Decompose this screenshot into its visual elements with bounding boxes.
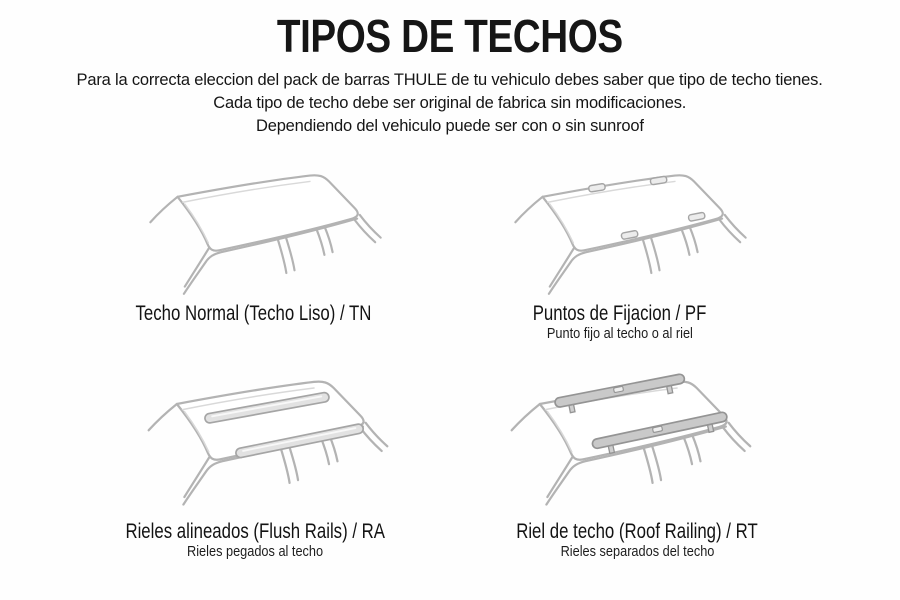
page-title: TIPOS DE TECHOS bbox=[277, 10, 623, 62]
roof-type-sublabel-rt: Rieles separados del techo bbox=[560, 543, 714, 560]
roof-type-card-ra bbox=[0, 366, 450, 600]
roof-type-card-tn bbox=[0, 158, 450, 366]
roof-illustration-ra bbox=[128, 372, 438, 513]
roof-type-label-rt: Riel de techo (Roof Railing) / RT bbox=[516, 520, 758, 543]
roof-type-sublabel-ra: Rieles pegados al techo bbox=[186, 543, 324, 560]
title-row bbox=[0, 12, 900, 60]
intro-line: Dependiendo del vehiculo puede ser con o sin sunroof bbox=[256, 116, 644, 136]
intro-line: Para la correcta eleccion del pack de barras THULE de tu vehiculo debes saber que tipo de techo tienes. bbox=[76, 70, 824, 90]
roof-type-card-rt bbox=[450, 366, 900, 600]
roof-type-card-pf bbox=[450, 158, 900, 366]
roof-types-grid bbox=[0, 158, 900, 600]
label-row bbox=[395, 302, 845, 343]
roof-type-label-tn: Techo Normal (Techo Liso) / TN bbox=[135, 302, 371, 325]
roof-illustration-pf bbox=[495, 166, 795, 302]
roof-type-label-ra: Rieles alineados (Flush Rails) / RA bbox=[125, 520, 385, 543]
roof-type-sublabel-pf: Punto fijo al techo o al riel bbox=[546, 325, 694, 342]
intro-text bbox=[0, 69, 900, 138]
roof-illustration-rt bbox=[491, 372, 801, 513]
intro-line: Cada tipo de techo debe ser original de fabrica sin modificaciones. bbox=[213, 93, 687, 113]
label-row bbox=[412, 520, 862, 561]
roof-illustration-tn bbox=[130, 166, 430, 302]
roof-type-label-pf: Puntos de Fijacion / PF bbox=[533, 302, 707, 325]
